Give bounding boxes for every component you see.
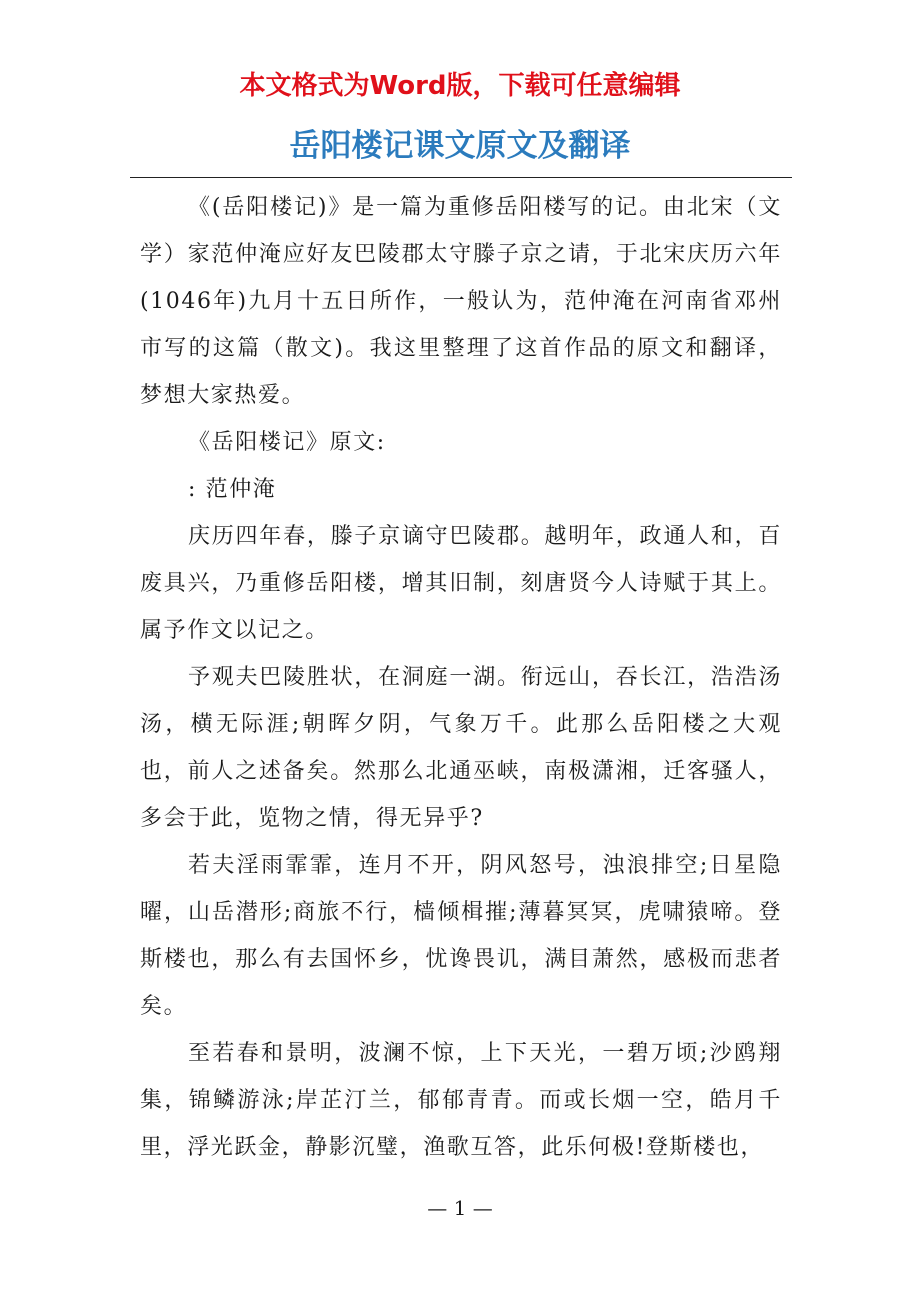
document-title: 岳阳楼记课文原文及翻译 — [289, 128, 631, 164]
section-heading-original: 《岳阳楼记》原文: — [188, 430, 386, 455]
title-divider — [130, 177, 792, 178]
format-notice-banner: 本文格式为Word版，下载可任意编辑 — [239, 71, 681, 101]
text-paragraph: 庆历四年春，滕子京谪守巴陵郡。越明年，政通人和，百废具兴，乃重修岳阳楼，增其旧制，刻唐贤今人诗赋于其上。属予作文以记之。 — [140, 524, 782, 643]
intro-paragraph: 《(岳阳楼记)》是一篇为重修岳阳楼写的记。由北宋（文学）家范仲淹应好友巴陵郡太守滕子京之请，于北宋庆历六年(1046年)九月十五日所作，一般认为，范仲淹在河南省邓州市写的这篇（散文)。我这里整理了这首作品的原文和翻译，梦想大家热爱。 — [140, 195, 782, 408]
author-line: : 范仲淹 — [188, 477, 277, 502]
text-paragraph: 至若春和景明，波澜不惊，上下天光，一碧万顷;沙鸥翔集，锦鳞游泳;岸芷汀兰，郁郁青青。而或长烟一空，皓月千里，浮光跃金，静影沉璧，渔歌互答，此乐何极!登斯楼也， — [140, 1041, 782, 1160]
text-paragraph: 若夫淫雨霏霏，连月不开，阴风怒号，浊浪排空;日星隐曜，山岳潜形;商旅不行，樯倾楫摧;薄暮冥冥，虎啸猿啼。登斯楼也，那么有去国怀乡，忧谗畏讥，满目萧然，感极而悲者矣。 — [140, 853, 782, 1019]
text-paragraph: 予观夫巴陵胜状，在洞庭一湖。衔远山，吞长江，浩浩汤汤，横无际涯;朝晖夕阴，气象万千。此那么岳阳楼之大观也，前人之述备矣。然那么北通巫峡，南极潇湘，迁客骚人，多会于此，览物之情，得无异乎? — [140, 665, 782, 831]
document-body — [140, 184, 782, 1171]
page-number: — 1 — — [427, 1196, 493, 1220]
